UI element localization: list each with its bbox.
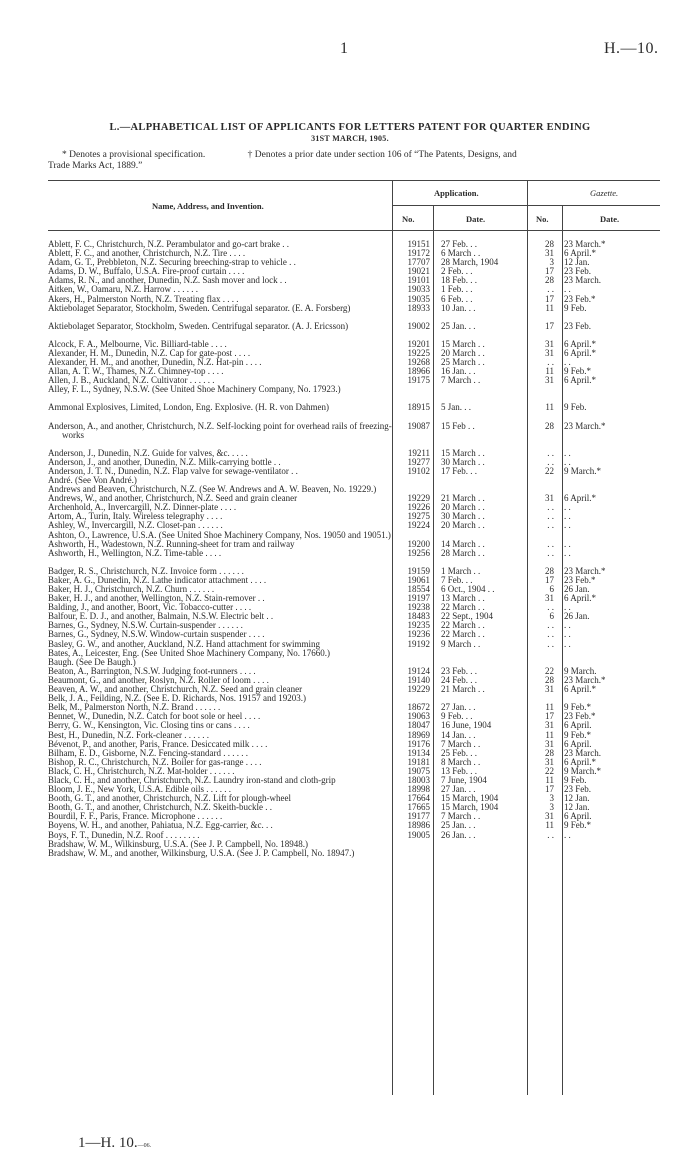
application-number: 19268: [407, 357, 430, 368]
gazette-date: 23 Feb.: [564, 320, 591, 331]
gazette-number: 22: [545, 765, 554, 776]
table-row: [48, 385, 660, 394]
application-date: 27 Jan. . .: [441, 702, 476, 713]
gazette-number: 28: [545, 674, 554, 685]
applicant-name: Berry, G. W., Kensington, Vic. Closing tins or cans . . . .: [48, 720, 250, 731]
application-number: 19176: [407, 738, 430, 749]
footer-signature: [78, 1135, 151, 1152]
applicant-name: Andrews, W., and another, Christchurch, N.Z. Seed and grain cleaner: [48, 493, 298, 504]
application-date: 22 March . .: [441, 629, 485, 640]
applicant-name: Adams, R. N., and another, Dunedin, N.Z. Sash mover and lock . .: [48, 275, 287, 286]
applicant-name: Archenhold, A., Invercargill, N.Z. Dinner-plate . . . .: [48, 502, 237, 513]
gazette-date: 12 Jan.: [564, 257, 590, 268]
gazette-number: 31: [545, 720, 554, 731]
application-number: 19200: [407, 538, 430, 549]
applicant-name: Alexander, H. M., Dunedin, N.Z. Cap for gate-post . . . .: [48, 347, 251, 358]
application-date: 27 Feb. . .: [441, 239, 477, 249]
applicant-name: Aktiebolaget Separator, Stockholm, Sweden. Centrifugal separator. (E. A. Forsberg): [48, 302, 351, 313]
applicant-name: Booth, G. T., and another, Christchurch, N.Z. Skeith-buckle . .: [48, 802, 273, 813]
applicant-name: Bilham, E. D., Gisborne, N.Z. Fencing-standard . . . . . .: [48, 747, 248, 758]
applicant-name: Best, H., Dunedin, N.Z. Fork-cleaner . . . . . .: [48, 729, 209, 740]
gazette-number: . .: [547, 538, 554, 549]
gazette-date: . .: [564, 520, 571, 531]
gazette-date: . .: [564, 447, 571, 458]
application-date: 7 Feb. . .: [441, 574, 473, 585]
applicant-name: Basley, G. W., and another, Auckland, N.Z. Hand attachment for swimming: [48, 638, 320, 649]
application-number: 19277: [407, 456, 430, 467]
gazette-date: 6 April.*: [564, 593, 597, 604]
application-date: 25 Jan. . .: [441, 320, 476, 331]
gazette-date: 26 Jan.: [564, 584, 590, 594]
gazette-date: 6 April.*: [564, 347, 597, 358]
header-app-no: No.: [402, 214, 415, 224]
application-number: 19225: [407, 347, 430, 358]
footer-suffix: —06.: [137, 1143, 152, 1149]
header-gazette: Gazette.: [590, 188, 619, 198]
application-number: 17665: [407, 802, 430, 813]
gazette-date: . .: [564, 511, 571, 522]
applicant-name: Belk, M., Palmerston North, N.Z. Brand . . . . . .: [48, 702, 221, 713]
application-date: 21 March . .: [441, 684, 485, 695]
application-date: 2 Feb. . .: [441, 266, 473, 277]
gazette-date: 9 Feb.: [564, 402, 587, 413]
application-date: 20 March . .: [441, 502, 485, 513]
application-date: 30 March . .: [441, 511, 485, 522]
application-number: 19226: [407, 502, 430, 513]
application-number: 19177: [407, 811, 430, 822]
gazette-number: 31: [545, 593, 554, 604]
application-number: 19063: [407, 711, 430, 722]
gazette-date: . .: [564, 629, 571, 640]
header-gaz-date: Date.: [600, 214, 620, 224]
note-act: Trade Marks Act, 1889.”: [48, 161, 143, 171]
gazette-date: 6 April.*: [564, 338, 597, 349]
gazette-number: 28: [545, 420, 554, 431]
notes: [48, 150, 660, 172]
gazette-number: 28: [545, 565, 554, 576]
application-date: 13 Feb. . .: [441, 765, 477, 776]
applicant-list: [48, 240, 660, 858]
gazette-number: 31: [545, 738, 554, 749]
gazette-date: 9 Feb.*: [564, 820, 591, 831]
gazette-date: . .: [564, 357, 571, 368]
gazette-date: 23 March.*: [564, 565, 606, 576]
gazette-date: 6 April.: [564, 738, 592, 749]
applicant-name: Anderson, A., and another, Christchurch, N.Z. Self-locking point for overhead rails of freezing-works: [48, 420, 392, 440]
application-date: 7 June, 1904: [441, 774, 487, 785]
applicant-name: Aitken, W., Oamaru, N.Z. Harrow . . . . . .: [48, 284, 198, 295]
table-header-bottom-rule: [48, 230, 660, 231]
gazette-date: 23 March.*: [564, 674, 606, 685]
application-date: 25 Jan. . .: [441, 820, 476, 831]
gazette-number: 31: [545, 684, 554, 695]
gazette-date: . .: [564, 602, 571, 613]
application-number: 19159: [407, 565, 430, 576]
application-date: 6 Oct., 1904 . .: [441, 584, 495, 594]
gazette-number: . .: [547, 547, 554, 558]
gazette-date: . .: [564, 547, 571, 558]
gazette-number: 28: [545, 239, 554, 249]
gazette-number: . .: [547, 520, 554, 531]
application-number: 18969: [407, 729, 430, 740]
applicant-name: Ashley, W., Invercargill, N.Z. Closet-pan . . . . . .: [48, 520, 223, 531]
application-date: 24 Feb. . .: [441, 674, 477, 685]
gazette-date: 12 Jan.: [564, 802, 590, 813]
table-row: [48, 467, 660, 476]
application-date: 9 Feb. . .: [441, 711, 473, 722]
applicant-name: Badger, R. S., Christchurch, N.Z. Invoice form . . . . . .: [48, 565, 244, 576]
applicant-name: Beaton, A., Barrington, N.S.W. Judging foot-runners . . . .: [48, 665, 256, 676]
applicant-name: Adams, D. W., Buffalo, U.S.A. Fire-proof curtain . . . .: [48, 266, 245, 277]
application-number: 18003: [407, 774, 430, 785]
application-number: 19181: [407, 756, 430, 767]
applicant-name: Alcock, F. A., Melbourne, Vic. Billiard-table . . . .: [48, 338, 227, 349]
gazette-number: 17: [545, 784, 554, 795]
application-number: 19151: [407, 239, 430, 249]
gazette-number: . .: [547, 357, 554, 368]
application-number: 19224: [407, 520, 430, 531]
application-date: 22 March . .: [441, 620, 485, 631]
application-date: 15 March, 1904: [441, 802, 499, 813]
gazette-number: . .: [547, 502, 554, 513]
gazette-date: 9 Feb.*: [564, 702, 591, 713]
gazette-date: . .: [564, 829, 571, 840]
applicant-name: Ashworth, H., Wadestown, N.Z. Running-sheet for tram and railway: [48, 538, 295, 549]
gazette-number: . .: [547, 629, 554, 640]
application-date: 25 Feb. . .: [441, 747, 477, 758]
application-number: 19236: [407, 629, 430, 640]
application-number: 18672: [407, 702, 430, 713]
applicant-name: Allen, J. B., Auckland, N.Z. Cultivator . . . . . .: [48, 375, 215, 386]
gazette-date: . .: [564, 620, 571, 631]
gazette-date: 9 March.: [564, 665, 597, 676]
gazette-number: 22: [545, 465, 554, 476]
gazette-date: 26 Jan.: [564, 611, 590, 622]
application-number: 19005: [407, 829, 430, 840]
gazette-number: 31: [545, 375, 554, 386]
gazette-number: 17: [545, 320, 554, 331]
gazette-date: 9 March.*: [564, 765, 601, 776]
gazette-date: . .: [564, 638, 571, 649]
application-date: 28 March . .: [441, 547, 485, 558]
applicant-name: Ablett, F. C., and another, Christchurch, N.Z. Tire . . . .: [48, 248, 246, 259]
application-number: 18483: [407, 611, 430, 622]
applicant-name: Boys, F. T., Dunedin, N.Z. Roof . . . . . . . .: [48, 829, 200, 840]
applicant-name: Ashton, O., Lawrence, U.S.A. (See United Shoe Machinery Company, Nos. 19050 and 19051.): [48, 529, 391, 540]
application-date: 6 March . .: [441, 248, 481, 259]
applicant-name: Allan, A. T. W., Thames, N.Z. Chimney-top . . . .: [48, 366, 224, 377]
application-number: 19201: [407, 338, 430, 349]
gazette-date: 23 March.: [564, 275, 601, 286]
application-date: 23 Feb. . .: [441, 665, 477, 676]
gazette-number: . .: [547, 511, 554, 522]
gazette-date: 23 Feb.*: [564, 293, 596, 304]
application-number: 18915: [407, 402, 430, 413]
application-number: 18554: [407, 584, 430, 594]
applicant-name: Balfour, E. D. J., and another, Balmain, N.S.W. Electric belt . .: [48, 611, 274, 622]
application-number: 17664: [407, 793, 430, 804]
application-number: 19134: [407, 747, 430, 758]
application-number: 19035: [407, 293, 430, 304]
application-number: 19256: [407, 547, 430, 558]
applicant-name: Baker, A. G., Dunedin, N.Z. Lathe indicator attachment . . . .: [48, 574, 267, 585]
applicant-name: Artom, A., Turin, Italy. Wireless telegraphy . . . .: [48, 511, 223, 522]
applicant-name: Ashworth, H., Wellington, N.Z. Time-table . . . .: [48, 547, 222, 558]
gazette-number: . .: [547, 284, 554, 295]
header-gaz-no: No.: [536, 214, 549, 224]
application-date: 6 Feb. . .: [441, 293, 473, 304]
table-row: [48, 322, 660, 331]
applicant-name: Barnes, G., Sydney, N.S.W. Window-curtain suspender . . . .: [48, 629, 265, 640]
application-date: 8 March . .: [441, 756, 481, 767]
gazette-date: 9 Feb.: [564, 302, 587, 313]
applicant-name: Alley, F. L., Sydney, N.S.W. (See United Shoe Machinery Company, No. 17923.): [48, 384, 341, 395]
applicant-name: Belk, J. A., Feilding, N.Z. (See E. D. Richards, Nos. 19157 and 19203.): [48, 693, 306, 704]
applicant-name: Baker, H. J., and another, Wellington, N.Z. Stain-remover . .: [48, 593, 265, 604]
list-title: L.—ALPHABETICAL LIST OF APPLICANTS FOR LETTERS PATENT FOR QUARTER ENDING: [109, 122, 591, 133]
application-date: 15 March . .: [441, 447, 485, 458]
applicant-name: Black, C. H., and another, Christchurch, N.Z. Laundry iron-stand and cloth-grip: [48, 774, 336, 785]
page-number: 1: [340, 40, 348, 57]
gazette-number: . .: [547, 638, 554, 649]
gazette-number: 22: [545, 665, 554, 676]
application-number: 19124: [407, 665, 430, 676]
applicant-name: Bennet, W., Dunedin, N.Z. Catch for boot sole or heel . . . .: [48, 711, 261, 722]
application-date: 16 June, 1904: [441, 720, 492, 731]
applicant-name: Aktiebolaget Separator, Stockholm, Sweden. Centrifugal separator. (A. J. Ericsson): [48, 320, 349, 331]
gazette-number: 31: [545, 338, 554, 349]
gazette-date: 6 April.: [564, 811, 592, 822]
note-provisional: * Denotes a provisional specification.: [62, 150, 206, 160]
application-date: 22 Sept., 1904: [441, 611, 494, 622]
application-date: 7 March . .: [441, 375, 481, 386]
applicant-name: Bradshaw, W. M., and another, Wilkinsburg, U.S.A. (See J. P. Campbell, No. 18947.): [48, 847, 355, 858]
applicant-name: Balding, J., and another, Boort, Vic. Tobacco-cutter . . . .: [48, 602, 252, 613]
header-name: Name, Address, and Invention.: [152, 201, 264, 211]
list-subtitle: 31ST MARCH, 1905.: [311, 134, 389, 143]
application-date: 1 Feb. . .: [441, 284, 473, 295]
application-number: 19101: [407, 275, 430, 286]
footer-code: 1—H. 10.: [78, 1135, 138, 1151]
gazette-date: 6 April.*: [564, 248, 597, 259]
gazette-number: . .: [547, 447, 554, 458]
application-number: 19275: [407, 511, 430, 522]
applicant-name: Alexander, H. M., and another, Dunedin, N.Z. Hat-pin . . . .: [48, 357, 262, 368]
application-date: 15 Feb . .: [441, 420, 475, 431]
gazette-number: 11: [545, 702, 554, 713]
table-row: [48, 422, 660, 440]
applicant-name: Bradshaw, W. M., Wilkinsburg, U.S.A. (See J. P. Campbell, No. 18948.): [48, 838, 308, 849]
gazette-number: 28: [545, 275, 554, 286]
gazette-number: 11: [545, 366, 554, 377]
application-number: 18933: [407, 302, 430, 313]
application-date: 15 March, 1904: [441, 793, 499, 804]
gazette-date: 6 April.: [564, 720, 592, 731]
application-date: 9 March . .: [441, 638, 481, 649]
gazette-date: 23 Feb.*: [564, 574, 596, 585]
application-date: 14 Jan. . .: [441, 729, 476, 740]
gazette-date: . .: [564, 456, 571, 467]
gazette-number: 3: [549, 257, 554, 268]
gazette-date: . .: [564, 502, 571, 513]
gazette-number: 11: [545, 729, 554, 740]
applicant-name: Bourdil, F. F., Paris, France. Microphone . . . . . .: [48, 811, 223, 822]
application-number: 19192: [407, 638, 430, 649]
applicant-name: Barnes, G., Sydney, N.S.W. Curtain-suspender . . . . . .: [48, 620, 243, 631]
table-row: [48, 649, 660, 658]
gazette-number: 17: [545, 574, 554, 585]
gazette-number: 11: [545, 402, 554, 413]
note-prior-date: † Denotes a prior date under section 106 of “The Patents, Designs, and: [247, 150, 517, 160]
gazette-date: 9 March.*: [564, 465, 601, 476]
gazette-date: . .: [564, 284, 571, 295]
applicant-name: Bévenot, P., and another, Paris, France. Desiccated milk . . . .: [48, 738, 268, 749]
applicant-name: Andrews and Beaven, Christchurch, N.Z. (See W. Andrews and A. W. Beaven, No. 19229.): [48, 484, 377, 495]
table-row: [48, 849, 660, 858]
gazette-date: 9 Feb.: [564, 774, 587, 785]
application-date: 16 Jan. . .: [441, 366, 476, 377]
application-date: 21 March . .: [441, 493, 485, 504]
gazette-number: 17: [545, 711, 554, 722]
gazette-number: 31: [545, 756, 554, 767]
application-number: 18986: [407, 820, 430, 831]
application-date: 27 Jan. . .: [441, 784, 476, 795]
gazette-date: 23 March.*: [564, 239, 606, 249]
application-date: 1 March . .: [441, 565, 481, 576]
table-top-rule: [48, 180, 660, 181]
gazette-number: 6: [549, 611, 554, 622]
applicant-name: Booth, G. T., and another, Christchurch, N.Z. Lift for plough-wheel: [48, 793, 292, 804]
application-date: 14 March . .: [441, 538, 485, 549]
gazette-number: 31: [545, 811, 554, 822]
header-application: Application.: [434, 188, 479, 198]
application-number: 19033: [407, 284, 430, 295]
gazette-number: 31: [545, 347, 554, 358]
applicant-name: Beaumont, G., and another, Roslyn, N.Z. Roller of loom . . . .: [48, 674, 269, 685]
application-date: 22 March . .: [441, 602, 485, 613]
application-date: 7 March . .: [441, 811, 481, 822]
application-number: 18998: [407, 784, 430, 795]
gazette-number: 28: [545, 747, 554, 758]
table-row: [48, 304, 660, 313]
gazette-number: . .: [547, 602, 554, 613]
gazette-date: 12 Jan.: [564, 793, 590, 804]
gazette-date: 6 April.*: [564, 684, 597, 695]
gazette-date: 23 Feb.*: [564, 711, 596, 722]
header-app-date: Date.: [466, 214, 486, 224]
application-date: 20 March . .: [441, 520, 485, 531]
application-number: 19197: [407, 593, 430, 604]
application-date: 25 March . .: [441, 357, 485, 368]
application-number: 19102: [407, 465, 430, 476]
gazette-number: 31: [545, 248, 554, 259]
application-date: 13 March . .: [441, 593, 485, 604]
applicant-name: Bloom, J. E., New York, U.S.A. Edible oils . . . . . .: [48, 784, 232, 795]
application-number: 17707: [407, 257, 430, 268]
application-date: 28 March, 1904: [441, 257, 499, 268]
document-code: H.—10.: [604, 40, 659, 57]
gazette-number: 11: [545, 302, 554, 313]
application-number: 19211: [407, 447, 430, 458]
application-number: 18047: [407, 720, 430, 731]
gazette-date: 23 Feb.: [564, 784, 591, 795]
gazette-number: . .: [547, 456, 554, 467]
applicant-name: Baugh. (See De Baugh.): [48, 656, 136, 667]
application-number: 19238: [407, 602, 430, 613]
application-number: 19087: [407, 420, 430, 431]
gazette-number: 31: [545, 493, 554, 504]
gazette-date: 23 March.: [564, 747, 601, 758]
gazette-date: 6 April.*: [564, 493, 597, 504]
gazette-date: 9 Feb.*: [564, 366, 591, 377]
gazette-number: 17: [545, 293, 554, 304]
application-number: 19175: [407, 375, 430, 386]
application-number: 19075: [407, 765, 430, 776]
application-number: 19229: [407, 493, 430, 504]
application-date: 18 Feb. . .: [441, 275, 477, 286]
applicant-name: Akers, H., Palmerston North, N.Z. Treating flax . . . .: [48, 293, 239, 304]
application-number: 19235: [407, 620, 430, 631]
gazette-number: . .: [547, 620, 554, 631]
gazette-date: . .: [564, 538, 571, 549]
gazette-date: 9 Feb.*: [564, 729, 591, 740]
application-number: 19172: [407, 248, 430, 259]
applicant-name: Bishop, R. C., Christchurch, N.Z. Boiler for gas-range . . . .: [48, 756, 262, 767]
application-date: 10 Jan. . .: [441, 302, 476, 313]
application-date: 15 March . .: [441, 338, 485, 349]
gazette-date: 23 Feb.: [564, 266, 591, 277]
gazette-number: 6: [549, 584, 554, 594]
applicant-name: Black, C. H., Christchurch, N.Z. Mat-holder . . . . . .: [48, 765, 235, 776]
applicant-name: Ammonal Explosives, Limited, London, Eng. Explosive. (H. R. von Dahmen): [48, 402, 329, 413]
application-date: 20 March . .: [441, 347, 485, 358]
gazette-number: 3: [549, 793, 554, 804]
applicant-name: Adam, G. T., Prebbleton, N.Z. Securing breeching-strap to vehicle . .: [48, 257, 296, 268]
application-number: 19061: [407, 574, 430, 585]
applicant-name: Boyens, W. H., and another, Pahiatua, N.Z. Egg-carrier, &c. . .: [48, 820, 273, 831]
applicant-name: Ablett, F. C., Christchurch, N.Z. Perambulator and go-cart brake . .: [48, 239, 289, 249]
application-number: 19002: [407, 320, 430, 331]
table-row: [48, 403, 660, 412]
applicant-name: Anderson, J., Dunedin, N.Z. Guide for valves, &c. . . . .: [48, 447, 248, 458]
application-date: 30 March . .: [441, 456, 485, 467]
gazette-number: 17: [545, 266, 554, 277]
applicant-name: Anderson, J. T. N., Dunedin, N.Z. Flap valve for sewage-ventilator . .: [48, 465, 298, 476]
application-number: 19140: [407, 674, 430, 685]
gazette-number: 3: [549, 802, 554, 813]
application-number: 19229: [407, 684, 430, 695]
applicant-name: Beaven, A. W., and another, Christchurch, N.Z. Seed and grain cleaner: [48, 684, 303, 695]
gazette-date: 6 April.*: [564, 756, 597, 767]
gazette-number: 11: [545, 820, 554, 831]
application-date: 17 Feb. . .: [441, 465, 477, 476]
applicant-name: Anderson, J., and another, Dunedin, N.Z. Milk-carrying bottle . .: [48, 456, 281, 467]
application-date: 26 Jan. . .: [441, 829, 476, 840]
table-row: [48, 549, 660, 558]
applicant-name: Baker, H. J., Christchurch, N.Z. Churn . . . . . .: [48, 584, 215, 594]
gazette-number: 11: [545, 774, 554, 785]
application-date: 5 Jan. . .: [441, 402, 471, 413]
gazette-date: 23 March.*: [564, 420, 606, 431]
application-date: 7 March . .: [441, 738, 481, 749]
applicant-name: Bates, A., Leicester, Eng. (See United Shoe Machinery Company, No. 17660.): [48, 647, 330, 658]
application-number: 18966: [407, 366, 430, 377]
applicant-name: André. (See Von André.): [48, 474, 137, 485]
gazette-date: 6 April.*: [564, 375, 597, 386]
application-number: 19021: [407, 266, 430, 277]
gazette-number: . .: [547, 829, 554, 840]
